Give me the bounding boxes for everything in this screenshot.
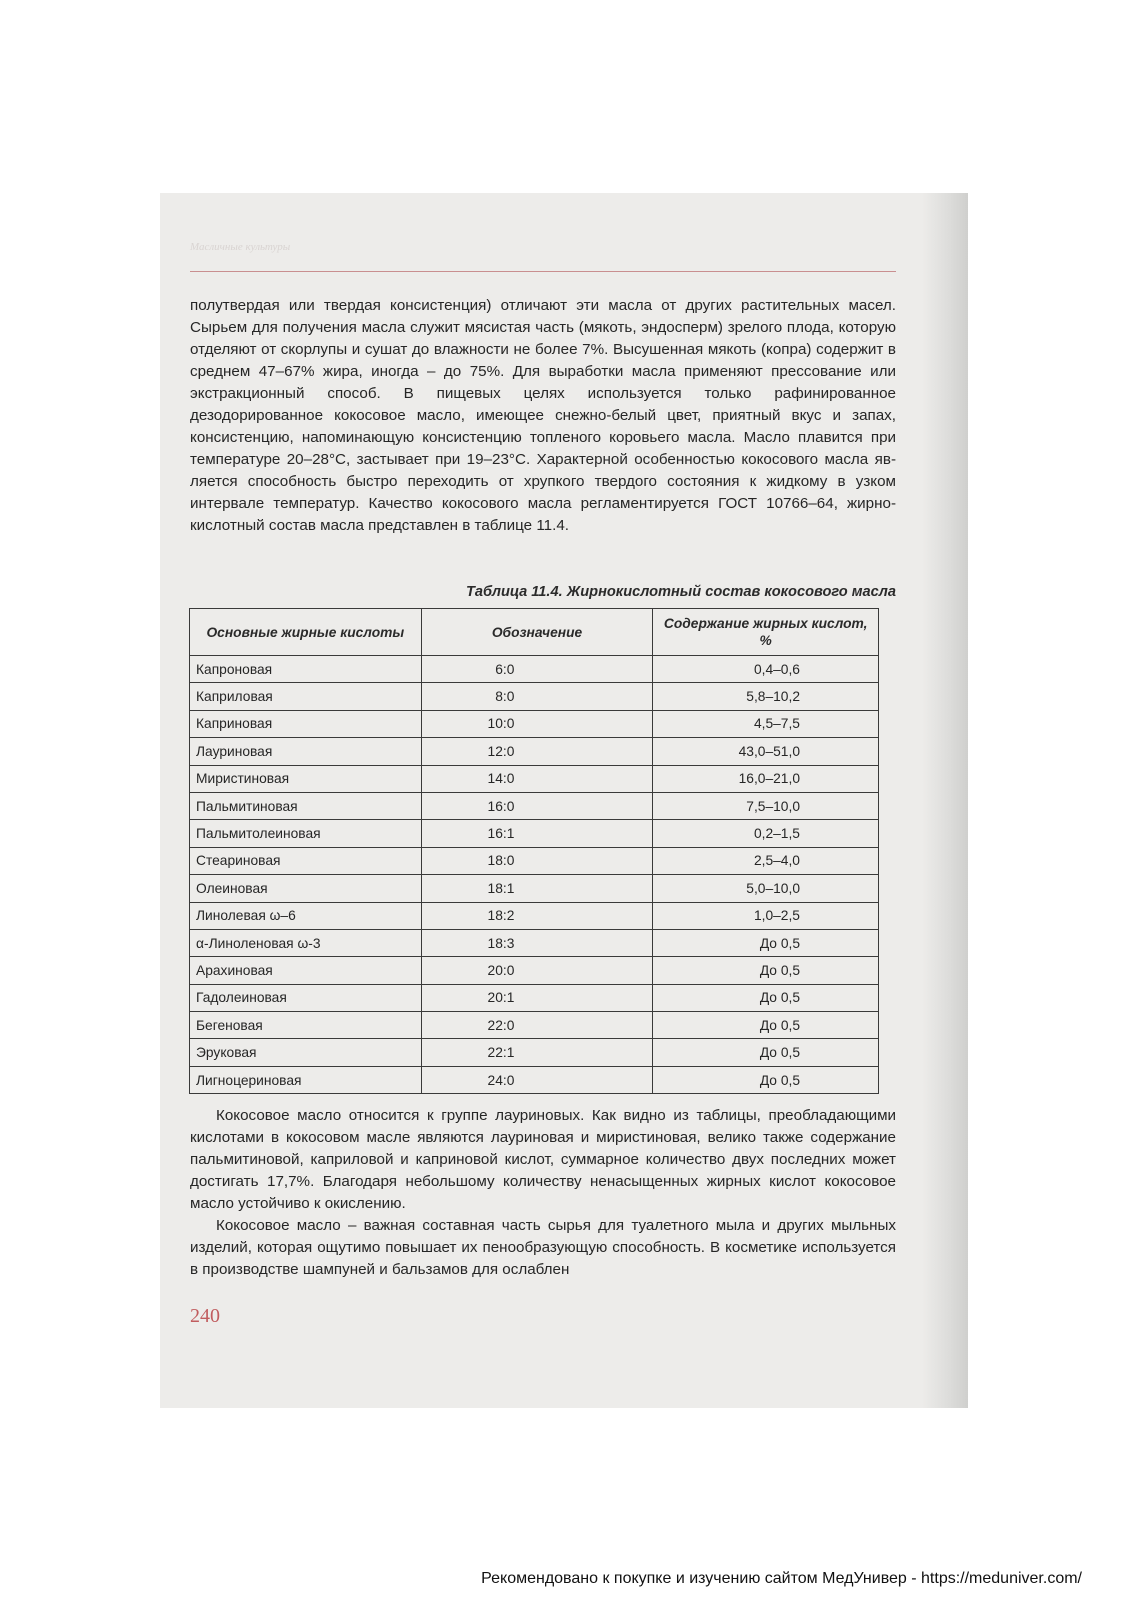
acid-content: 7,5–10,0 [653,792,879,819]
body-text-after-table [190,1105,896,1281]
header-rule [190,271,896,272]
acid-name: Олеиновая [190,875,422,902]
acid-designation: 12:0 [421,738,653,765]
table-row [190,875,879,902]
column-header-content: Содержание жирных кислот, % [653,609,879,656]
acid-designation: 18:0 [421,847,653,874]
acid-name: Капроновая [190,656,422,683]
acid-content: 16,0–21,0 [653,765,879,792]
table-row [190,902,879,929]
acid-name: Миристиновая [190,765,422,792]
table-row [190,656,879,683]
page-gutter-shadow [922,193,968,1408]
acid-content: 2,5–4,0 [653,847,879,874]
acid-name: Гадолеиновая [190,984,422,1011]
acid-content: 5,0–10,0 [653,875,879,902]
acid-designation: 24:0 [421,1066,653,1093]
acid-designation: 16:1 [421,820,653,847]
acid-designation: 22:1 [421,1039,653,1066]
acid-designation: 6:0 [421,656,653,683]
table-row [190,1039,879,1066]
fatty-acid-table [189,608,879,1094]
acid-name: Пальмитолеиновая [190,820,422,847]
acid-content: До 0,5 [653,957,879,984]
table-header-row [190,609,879,656]
acid-content: 4,5–7,5 [653,710,879,737]
table-row [190,847,879,874]
acid-name: Каприловая [190,683,422,710]
acid-content: До 0,5 [653,1066,879,1093]
acid-designation: 18:2 [421,902,653,929]
acid-name: Линолевая ω–6 [190,902,422,929]
acid-name: Пальмитиновая [190,792,422,819]
paragraph-3: Кокосовое масло – важная составная часть сырья для туалетного мыла и других мыльных изделий, которая ощутимо повышает их пенообразующую способность. В косметике используется в производстве шампуней и бальзамов для ослаблен [190,1217,896,1278]
table-row [190,792,879,819]
acid-content: 1,0–2,5 [653,902,879,929]
table-row [190,738,879,765]
acid-designation: 10:0 [421,710,653,737]
table-row [190,1066,879,1093]
table-row [190,984,879,1011]
acid-content: До 0,5 [653,1039,879,1066]
table-row [190,820,879,847]
table-row [190,957,879,984]
acid-designation: 22:0 [421,1012,653,1039]
column-header-acid: Основные жирные кислоты [190,609,422,656]
acid-designation: 20:0 [421,957,653,984]
acid-name: Лауриновая [190,738,422,765]
acid-content: До 0,5 [653,929,879,956]
acid-designation: 18:1 [421,875,653,902]
paragraph-2: Кокосовое масло относится к группе лауриновых. Как видно из таблицы, преобладающими кислотами в кокосовом масле являются лауриновая и миристиновая, велико также содержание пальмитиновой, каприловой и каприновой кислот, суммарное количество двух последних может достигать 17,7%. Благодаря небольшому количеству ненасыщенных жирных кислот кокосовое масло устойчиво к окислению. [190,1107,896,1212]
paragraph-1 [190,295,896,537]
acid-content: До 0,5 [653,984,879,1011]
table-row [190,1012,879,1039]
acid-content: 0,4–0,6 [653,656,879,683]
footer-recommendation: Рекомендовано к покупке и изучению сайтом МедУнивер - https://meduniver.com/ [481,1570,1082,1587]
acid-content: 0,2–1,5 [653,820,879,847]
acid-designation: 8:0 [421,683,653,710]
acid-name: Эруковая [190,1039,422,1066]
page-number: 240 [190,1305,220,1327]
acid-designation: 16:0 [421,792,653,819]
table-row [190,929,879,956]
table-row [190,683,879,710]
acid-content: До 0,5 [653,1012,879,1039]
acid-designation: 20:1 [421,984,653,1011]
acid-content: 43,0–51,0 [653,738,879,765]
acid-name: Лигноцериновая [190,1066,422,1093]
acid-name: Каприновая [190,710,422,737]
acid-name: Стеариновая [190,847,422,874]
paragraph-1-text: полутвердая или твердая консистенция) отличают эти масла от других растительных масел. Сырьем для получения масла служит мясистая часть (мякоть, эндосперм) зрелого плода, которую отделяют от скорлупы и сушат до влажности не более 7%. Высушенная мякоть (копра) содержит в среднем 47–67% жира, иногда – до 75%. Для выработки масла применяют прессование или экстракционный способ. В пищевых целях используется только рафинированное дезодорированное кокосовое масло, имеющее снежно-белый цвет, приятный вкус и запах, консистенцию, напоминающую консистенцию топленого коровьего масла. Масло плавится при температуре 20–28°С, застывает при 19–23°С. Характерной особенностью кокосового масла является способность быстро переходить от хрупкого твердого состояния к жидкому в узком интервале температур. Качество кокосового масла регламентируется ГОСТ 10766–64, жирно-кислотный состав масла представлен в таблице 11.4. [190,297,896,534]
acid-name: α-Линоленовая ω-3 [190,929,422,956]
table-caption: Таблица 11.4. Жирнокислотный состав кокосового масла [466,584,896,600]
acid-name: Арахиновая [190,957,422,984]
table-row [190,710,879,737]
acid-designation: 18:3 [421,929,653,956]
acid-designation: 14:0 [421,765,653,792]
book-page [160,193,968,1408]
acid-name: Бегеновая [190,1012,422,1039]
acid-content: 5,8–10,2 [653,683,879,710]
table-row [190,765,879,792]
running-head: Масличные культуры [190,241,291,253]
column-header-designation: Обозначение [421,609,653,656]
